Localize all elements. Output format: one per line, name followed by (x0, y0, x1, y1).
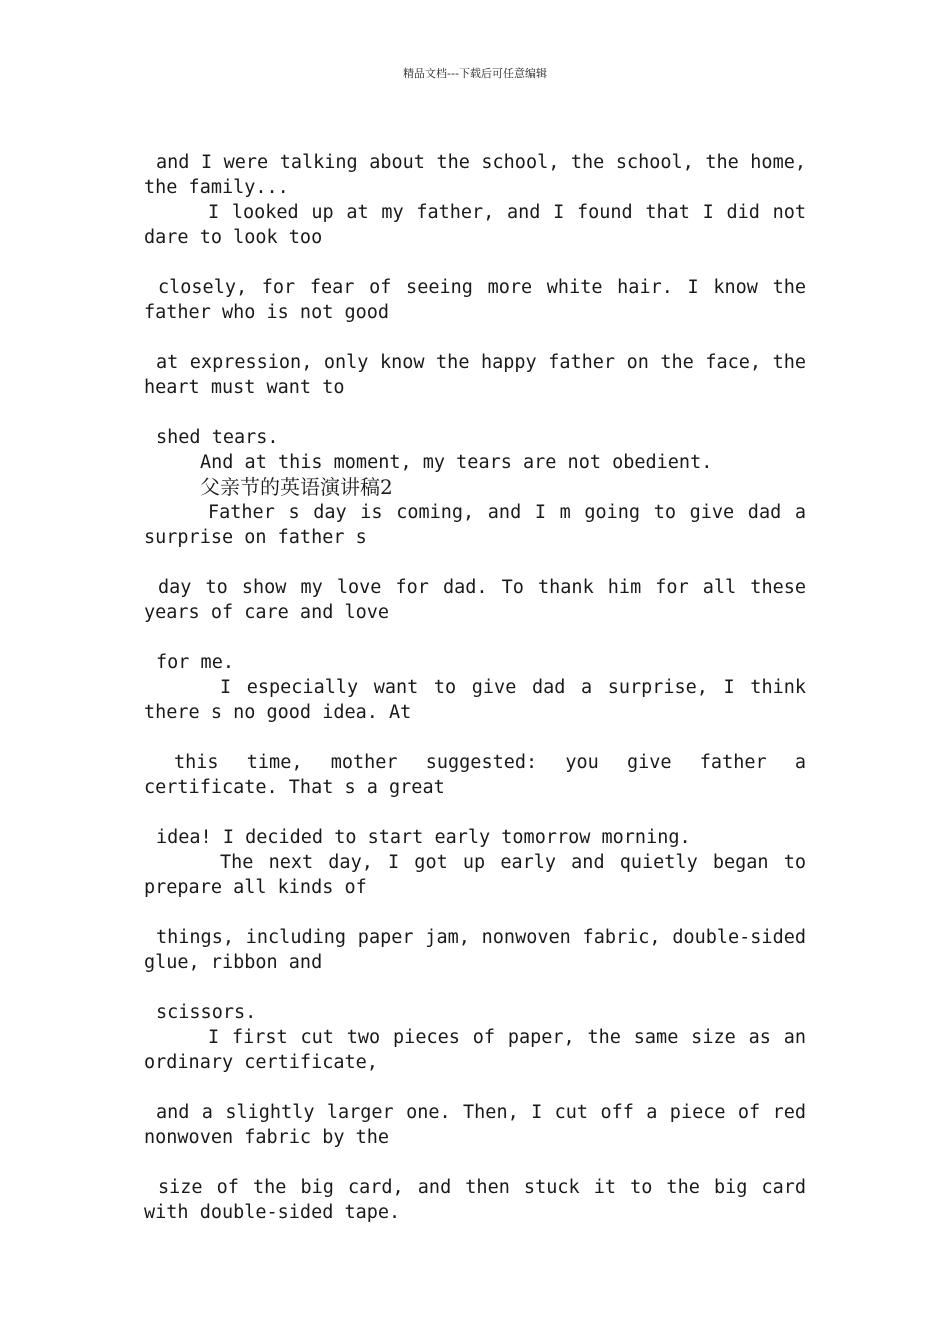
paragraph: day to show my love for dad. To thank him for all these years of care and love (144, 577, 806, 623)
paragraph: I first cut two pieces of paper, the same size as an ordinary certificate, (144, 1027, 806, 1073)
paragraph-gap (144, 800, 806, 825)
paragraph: Father s day is coming, and I m going to give dad a surprise on father s (144, 502, 806, 548)
paragraph: scissors. (156, 1002, 257, 1023)
paragraph: and a slightly larger one. Then, I cut off a piece of red nonwoven fabric by the (144, 1102, 806, 1148)
paragraph-gap (144, 975, 806, 1000)
paragraph-gap (144, 400, 806, 425)
paragraph-gap (144, 1150, 806, 1175)
paragraph-gap (144, 1075, 806, 1100)
paragraph: I especially want to give dad a surprise, I think there s no good idea. At (144, 677, 806, 723)
paragraph: And at this moment, my tears are not obedient. (200, 452, 713, 473)
paragraph-gap (144, 900, 806, 925)
section-heading: 父亲节的英语演讲稿2 (200, 475, 393, 499)
paragraph: I looked up at my father, and I found that I did not dare to look too (144, 202, 806, 248)
paragraph: and I were talking about the school, the school, the home, the family... (144, 152, 806, 198)
paragraph-gap (144, 325, 806, 350)
paragraph-gap (144, 250, 806, 275)
paragraph-gap (144, 725, 806, 750)
page-header: 精品文档---下载后可任意编辑 (403, 67, 547, 80)
paragraph: things, including paper jam, nonwoven fabric, double-sided glue, ribbon and (144, 927, 806, 973)
paragraph-gap (144, 625, 806, 650)
paragraph: size of the big card, and then stuck it to the big card with double-sided tape. (144, 1177, 806, 1223)
paragraph: shed tears. (156, 427, 279, 448)
paragraph: this time, mother suggested: you give father a certificate. That s a great (144, 752, 806, 798)
document-body (144, 150, 806, 1225)
paragraph: at expression, only know the happy father on the face, the heart must want to (144, 352, 806, 398)
paragraph-gap (144, 550, 806, 575)
paragraph: for me. (156, 652, 234, 673)
paragraph: The next day, I got up early and quietly began to prepare all kinds of (144, 852, 806, 898)
paragraph: idea! I decided to start early tomorrow morning. (156, 827, 691, 848)
paragraph: closely, for fear of seeing more white hair. I know the father who is not good (144, 277, 806, 323)
